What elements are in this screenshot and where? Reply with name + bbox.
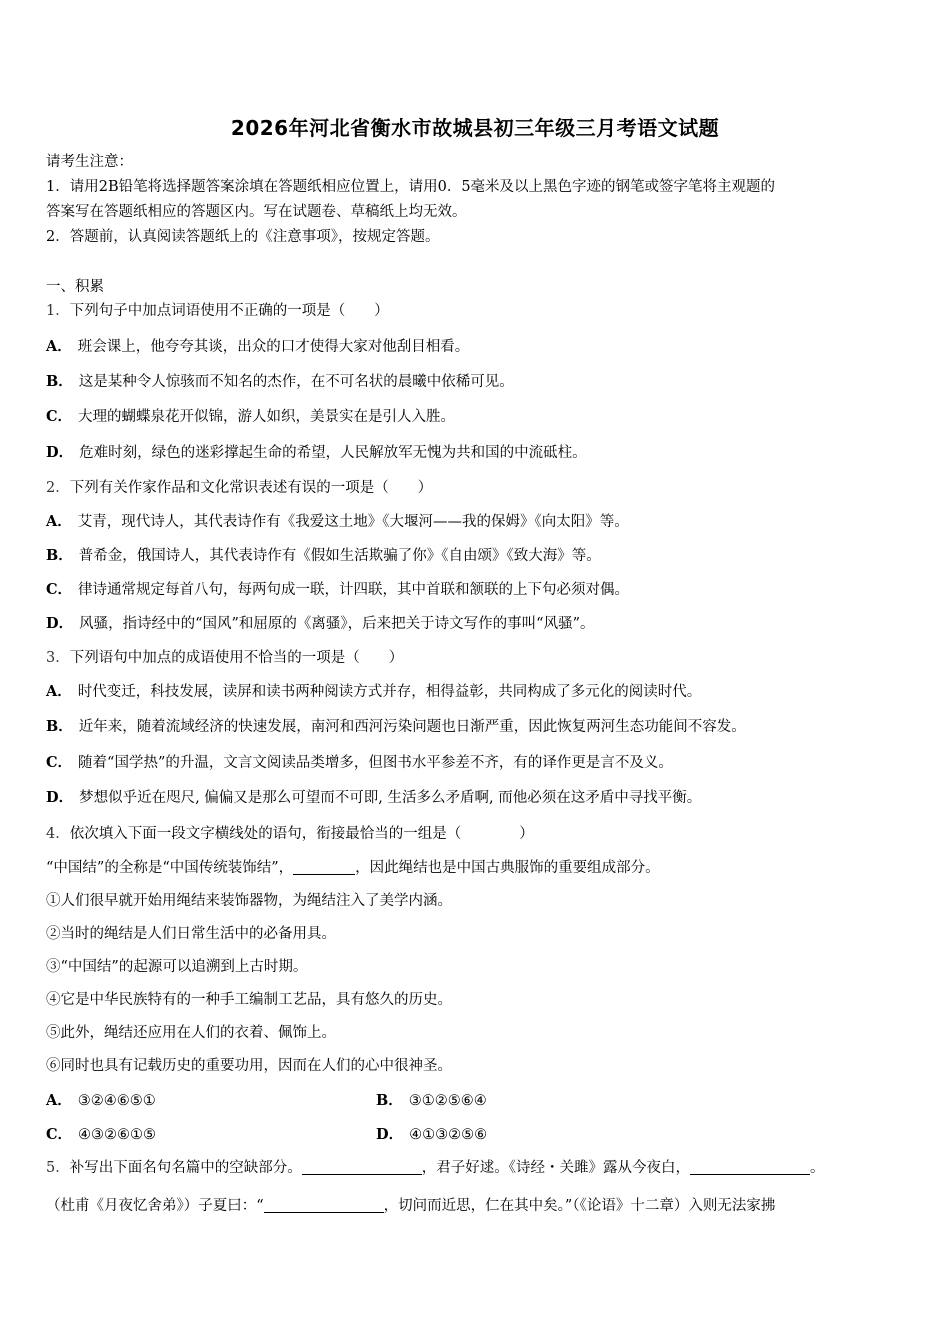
option-text: 普希金，俄国诗人，其代表诗作有《假如生活欺骗了你》《自由颂》《致大海》等。: [78, 548, 601, 564]
question-text: 补写出下面名句名篇中的空缺部分。: [69, 1160, 302, 1176]
question-number: 4．: [46, 826, 70, 842]
q4-option-a: [46, 1091, 156, 1111]
option-letter: B．: [46, 718, 73, 735]
fill-blank[interactable]: [264, 1196, 384, 1213]
q4-item-5: ⑤此外，绳结还应用在人们的衣着、佩饰上。: [46, 1025, 336, 1041]
q3-option-a: [46, 682, 701, 702]
question-2-stem: [46, 478, 432, 498]
question-4-stem: [46, 824, 534, 844]
question-text: 下列语句中加点的成语使用不恰当的一项是（ ）: [69, 650, 404, 666]
q2-option-c: [46, 580, 629, 600]
q1-option-d: [46, 443, 587, 463]
option-text: 随着“国学热”的升温，文言文阅读品类增多，但图书水平参差不齐，有的译作更是言不及义。: [78, 755, 673, 771]
option-text: 近年来，随着流域经济的快速发展，南河和西河污染问题也日渐严重，因此恢复两河生态功能间不容发。: [78, 719, 746, 735]
q1-option-c: [46, 407, 455, 427]
notice-line-1a: 1．请用2B铅笔将选择题答案涂填在答题纸相应位置上，请用0．5毫米及以上黑色字迹的钢笔或签字笔将主观题的: [46, 179, 776, 195]
option-text: 风骚，指诗经中的“国风”和屈原的《离骚》，后来把关于诗文写作的事叫“风骚”。: [79, 616, 595, 632]
question-1-stem: [46, 301, 389, 321]
q4-item-3: ③“中国结”的起源可以追溯到上古时期。: [46, 959, 308, 975]
option-letter: D．: [376, 1126, 404, 1143]
option-text: 危难时刻，绿色的迷彩撑起生命的希望，人民解放军无愧为共和国的中流砥柱。: [79, 445, 587, 461]
q4-option-d: [376, 1125, 487, 1145]
option-text: 大理的蝴蝶泉花开似锦，游人如织，美景实在是引人入胜。: [78, 409, 456, 425]
q2-option-b: [46, 546, 601, 566]
option-letter: A．: [46, 513, 72, 530]
fill-blank[interactable]: [293, 858, 355, 875]
option-letter: C．: [46, 1126, 73, 1143]
notice-line-1b: 答案写在答题纸相应的答题区内。写在试题卷、草稿纸上均无效。: [46, 204, 467, 220]
question-3-stem: [46, 648, 403, 668]
option-letter: A．: [46, 1092, 72, 1109]
q2-option-a: [46, 512, 629, 532]
question-number: 3．: [46, 650, 70, 666]
option-letter: B．: [46, 373, 73, 390]
q1-option-b: [46, 372, 514, 392]
q3-option-c: [46, 753, 673, 773]
fill-blank[interactable]: [302, 1158, 422, 1175]
question-5-line-1: [46, 1158, 824, 1178]
option-text: 艾青，现代诗人，其代表诗作有《我爱这土地》《大堰河——我的保姆》《向太阳》等。: [77, 514, 629, 530]
q2-option-d: [46, 614, 594, 634]
option-letter: C．: [46, 754, 73, 771]
option-letter: B．: [46, 547, 73, 564]
option-text: 律诗通常规定每首八句，每两句成一联，计四联，其中首联和颔联的上下句必须对偶。: [78, 582, 630, 598]
q1-option-a: [46, 337, 469, 357]
q4-passage: [46, 858, 660, 878]
passage-text-a: “中国结”的全称是“中国传统装饰结”，: [46, 860, 294, 876]
passage-text-b: ，因此绳结也是中国古典服饰的重要组成部分。: [355, 860, 660, 876]
q4-option-b: [376, 1091, 487, 1111]
notice-line-2: 2．答题前，认真阅读答题纸上的《注意事项》，按规定答题。: [46, 229, 440, 245]
notice-heading: 请考生注意：: [46, 154, 133, 170]
option-text: ④③②⑥①⑤: [78, 1127, 157, 1143]
option-text: 梦想似乎近在咫尺, 偏偏又是那么可望而不可即, 生活多么矛盾啊, 而他必须在这矛盾中寻找平衡。: [79, 790, 702, 806]
q3-option-d: [46, 788, 701, 808]
q3-option-b: [46, 717, 746, 737]
option-text: ③②④⑥⑤①: [77, 1093, 156, 1109]
option-text: 这是某种令人惊骇而不知名的杰作，在不可名状的晨曦中依稀可见。: [78, 374, 514, 390]
option-letter: C．: [46, 581, 73, 598]
q4-item-6: ⑥同时也具有记载历史的重要功用，因而在人们的心中很神圣。: [46, 1058, 452, 1074]
section-heading: 一、积累: [46, 279, 104, 295]
q4-item-2: ②当时的绳结是人们日常生活中的必备用具。: [46, 926, 336, 942]
option-letter: A．: [46, 683, 72, 700]
q4-option-c: [46, 1125, 156, 1145]
question-text: 下列句子中加点词语使用不正确的一项是（ ）: [69, 303, 389, 319]
q4-item-4: ④它是中华民族特有的一种手工编制工艺品，具有悠久的历史。: [46, 992, 452, 1008]
question-text: 依次填入下面一段文字横线处的语句，衔接最恰当的一组是（ ）: [69, 826, 534, 842]
question-text: 下列有关作家作品和文化常识表述有误的一项是（ ）: [69, 480, 433, 496]
option-letter: B．: [376, 1092, 403, 1109]
option-text: 时代变迁，科技发展，读屏和读书两种阅读方式并存，相得益彰，共同构成了多元化的阅读时代。: [77, 684, 702, 700]
question-text: ，切问而近思，仁在其中矣。”（《论语》十二章）入则无法家拂: [383, 1198, 776, 1214]
fill-blank[interactable]: [690, 1158, 810, 1175]
question-number: 2．: [46, 480, 70, 496]
option-letter: D．: [46, 789, 74, 806]
option-letter: C．: [46, 408, 73, 425]
question-text: （杜甫《月夜忆舍弟》）子夏曰：“: [46, 1198, 264, 1214]
q4-item-1: ①人们很早就开始用绳结来装饰器物，为绳结注入了美学内涵。: [46, 893, 452, 909]
question-5-line-2: [46, 1196, 775, 1216]
option-letter: A．: [46, 338, 72, 355]
option-letter: D．: [46, 444, 74, 461]
question-number: 5．: [46, 1160, 70, 1176]
option-text: ④①③②⑤⑥: [409, 1127, 488, 1143]
page-title: 2026年河北省衡水市故城县初三年级三月考语文试题: [230, 116, 720, 140]
question-text: ，君子好逑。《诗经・关雎》露从今夜白，: [421, 1160, 690, 1176]
option-letter: D．: [46, 615, 74, 632]
question-number: 1．: [46, 303, 70, 319]
option-text: ③①②⑤⑥④: [408, 1093, 487, 1109]
question-text: 。: [809, 1160, 825, 1176]
option-text: 班会课上，他夸夸其谈，出众的口才使得大家对他刮目相看。: [77, 339, 470, 355]
